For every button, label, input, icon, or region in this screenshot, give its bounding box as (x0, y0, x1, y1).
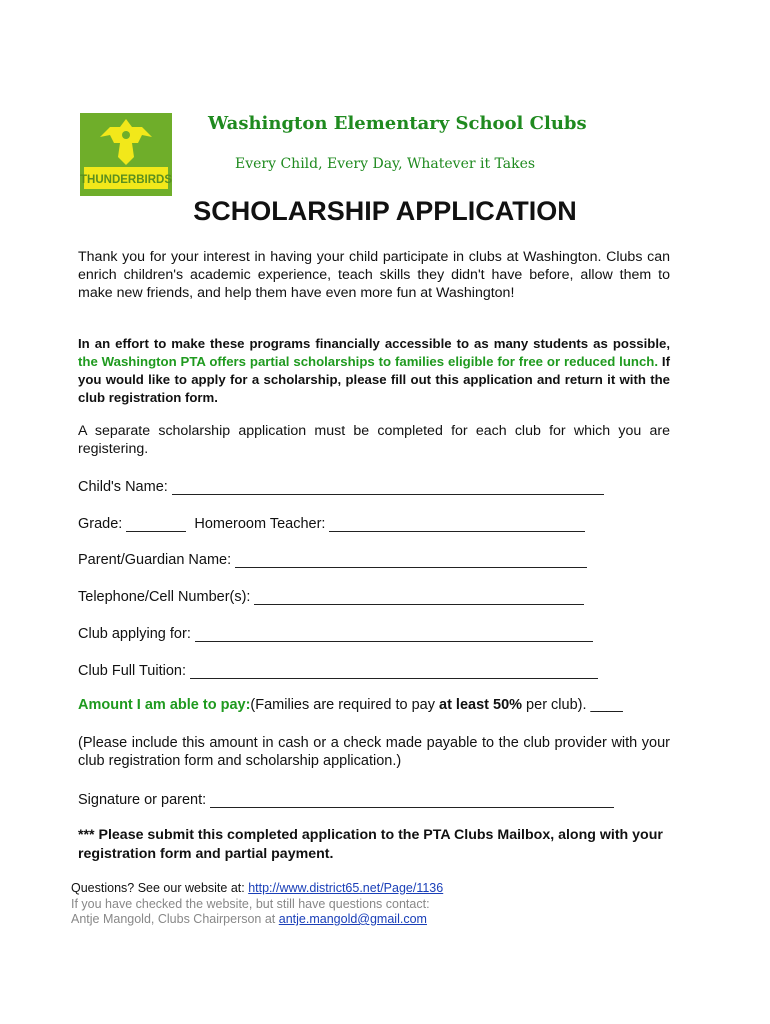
parent-name-field[interactable] (78, 548, 587, 568)
amount-text-1: (Families are required to pay (250, 697, 439, 713)
grade-line[interactable] (126, 517, 186, 532)
amount-bold: at least 50% (439, 697, 523, 713)
school-motto: Every Child, Every Day, Whatever it Takes (235, 156, 536, 172)
submit-note: *** Please submit this completed application to the PTA Clubs Mailbox, along with your registration form and partial payment. (78, 827, 663, 862)
email-link[interactable]: antje.mangold@gmail.com (278, 912, 427, 926)
notice-part-1: In an effort to make these programs financially accessible to as many students as possible, (78, 336, 670, 351)
thunderbirds-logo (80, 113, 172, 196)
intro-paragraph: Thank you for your interest in having your child participate in clubs at Washington. Clubs can enrich children's academic experience, teach skills they didn't have before, allow them to make new friends, and help them have even more fun at Washington! (78, 249, 670, 301)
amount-label: Amount I am able to pay: (78, 697, 251, 713)
logo-text: THUNDERBIRDS (80, 174, 172, 186)
chair-line (71, 911, 427, 927)
tuition-field[interactable] (78, 659, 598, 679)
club-label: Club applying for: (78, 626, 191, 642)
child-name-label: Child's Name: (78, 479, 168, 495)
chair-text: Antje Mangold, Clubs Chairperson at (71, 912, 279, 926)
amount-text-2: per club). ____ (522, 697, 623, 713)
tuition-line[interactable] (190, 664, 598, 679)
telephone-label: Telephone/Cell Number(s): (78, 589, 251, 605)
signature-label: Signature or parent: (78, 792, 207, 808)
club-field[interactable] (78, 622, 593, 642)
parent-name-line[interactable] (235, 553, 587, 568)
club-line[interactable] (195, 627, 593, 642)
child-name-field[interactable] (78, 475, 604, 495)
notice-part-2: the Washington PTA offers partial scholarships to families eligible for free or reduced lunch. (78, 354, 659, 369)
homeroom-line[interactable] (329, 517, 585, 532)
parent-name-label: Parent/Guardian Name: (78, 552, 232, 568)
child-name-line[interactable] (172, 480, 604, 495)
payment-note: (Please include this amount in cash or a check made payable to the club provider with your club registration form and scholarship application.) (78, 735, 670, 769)
notice-part-3: If you would like to apply for a scholarship, please fill out this application and return it with the club registration form. (78, 354, 670, 405)
grade-homeroom-row (78, 512, 585, 532)
school-title: Washington Elementary School Clubs (208, 113, 587, 134)
telephone-line[interactable] (254, 590, 584, 605)
homeroom-label: Homeroom Teacher: (194, 516, 326, 532)
tuition-label: Club Full Tuition: (78, 663, 186, 679)
contact-line: If you have checked the website, but still have questions contact: (71, 897, 430, 911)
website-link[interactable]: http://www.district65.net/Page/1136 (248, 881, 444, 895)
telephone-field[interactable] (78, 585, 584, 605)
amount-row (78, 697, 623, 713)
signature-field[interactable] (78, 788, 614, 808)
scholarship-notice (78, 335, 670, 407)
grade-label: Grade: (78, 516, 123, 532)
form-title: SCHOLARSHIP APPLICATION (193, 196, 577, 226)
questions-line (71, 880, 443, 896)
questions-text: Questions? See our website at: (71, 881, 249, 895)
signature-line[interactable] (210, 793, 614, 808)
separate-application-note: A separate scholarship application must be completed for each club for which you are registering. (78, 423, 670, 457)
